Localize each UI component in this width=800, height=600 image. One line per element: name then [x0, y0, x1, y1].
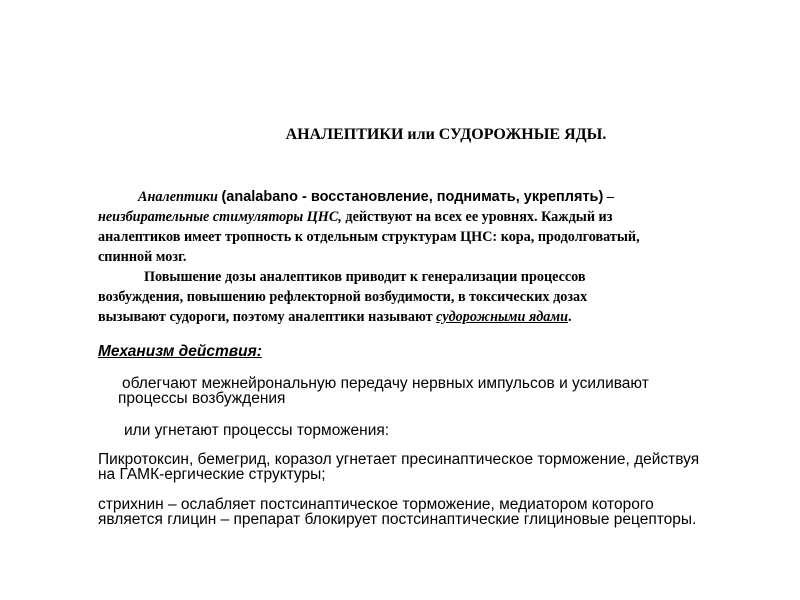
mechanism-heading: Механизм действия:: [98, 343, 262, 360]
paragraph-definition-line-2: [98, 207, 788, 227]
etymology-text: (analabano - восстановление, поднимать, укреплять): [221, 189, 604, 205]
mechanism-item-facilitate-line-2: процессы возбуждения: [118, 390, 286, 407]
mechanism-item-facilitate: [118, 376, 649, 406]
term-analeptics: Аналептики: [138, 189, 218, 205]
paragraph-dose-line-2: возбуждения, повышению рефлекторной возбудимости, в токсических дозах: [98, 289, 588, 305]
mechanism-item-picrotoxin: [98, 452, 699, 482]
paragraph-definition-line-1: [98, 187, 788, 207]
line-3-end: .: [568, 309, 572, 325]
paragraph-definition-line-4: спинной мозг.: [98, 249, 187, 265]
mechanism-item-inhibit-line: или угнетают процессы торможения:: [124, 422, 390, 439]
paragraph-dose-line-3: [98, 307, 788, 327]
mechanism-item-picrotoxin-line-1: Пикротоксин, бемегрид, коразол угнетает пресинаптическое торможение, действуя: [98, 451, 700, 468]
mechanism-item-picrotoxin-line-2: на ГАМК-ергические структуры;: [98, 466, 326, 483]
line-2-rest: действуют на всех ее уровнях. Каждый из: [341, 209, 613, 225]
paragraph-definition-line-3: аналептиков имеет тропность к отдельным структурам ЦНС: кора, продолговатый,: [98, 229, 640, 245]
mechanism-item-facilitate-line-1: облегчают межнейрональную передачу нервных импульсов и усиливают: [122, 375, 649, 392]
line-3-start: вызывают судороги, поэтому аналептики называют: [98, 309, 437, 325]
mechanism-item-strychnine-line-1: стрихнин – ослабляет постсинаптическое торможение, медиатором которого: [98, 496, 654, 513]
paragraph-dose: [98, 267, 788, 327]
nonselective-stimulators-text: неизбирательные стимуляторы ЦНС,: [98, 209, 342, 225]
mechanism-item-strychnine: [98, 497, 696, 527]
convulsive-poisons-term: судорожными ядами: [436, 309, 568, 325]
dash: –: [603, 189, 614, 205]
mechanism-item-strychnine-line-2: является глицин – препарат блокирует постсинаптические глициновые рецепторы.: [98, 511, 697, 528]
paragraph-definition: [98, 187, 788, 267]
slide-title: АНАЛЕПТИКИ или СУДОРОЖНЫЕ ЯДЫ.: [285, 126, 607, 143]
mechanism-item-inhibit: [124, 423, 389, 438]
paragraph-dose-line-1: Повышение дозы аналептиков приводит к генерализации процессов: [144, 269, 586, 285]
